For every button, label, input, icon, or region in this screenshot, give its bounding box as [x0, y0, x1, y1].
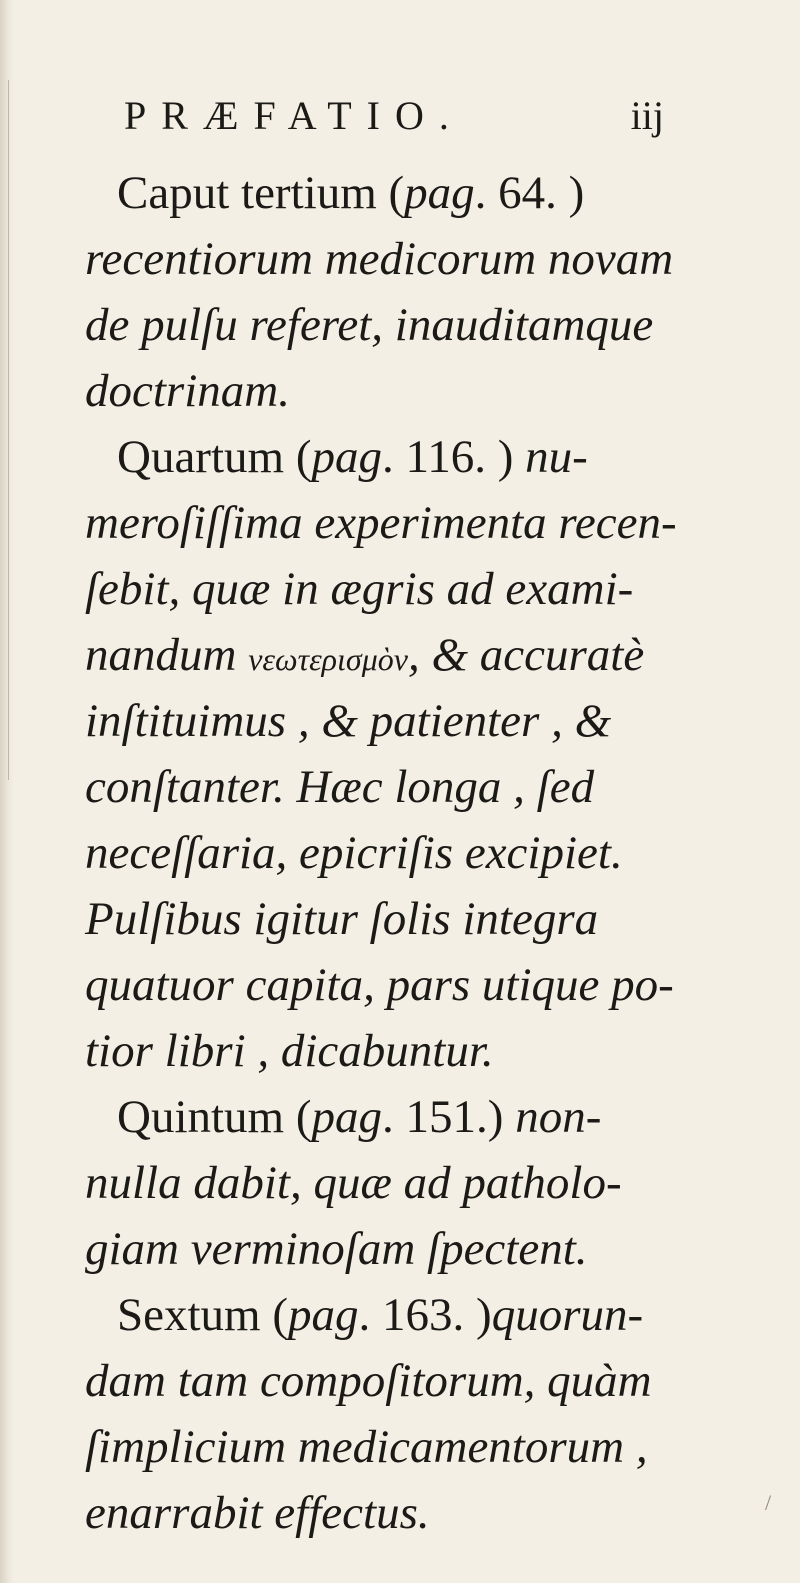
text-line [85, 820, 775, 886]
text-run: pag [311, 431, 382, 483]
text-run: . 116. ) [381, 431, 526, 483]
text-run: quorun- [491, 1289, 644, 1341]
text-line [85, 1216, 775, 1282]
text-run: dam tam compoſitorum, quàm [85, 1355, 652, 1407]
text-run: non- [515, 1091, 602, 1143]
text-run: . 163. ) [358, 1289, 492, 1341]
text-body [85, 160, 775, 1546]
running-title: PRÆFATIO. [124, 93, 464, 138]
text-run: nu- [525, 431, 588, 483]
text-run: inſtituimus , & patienter , & [85, 695, 612, 747]
text-line [85, 952, 775, 1018]
text-run: Quintum ( [117, 1091, 312, 1143]
text-run: pag [404, 167, 475, 219]
text-run: pag [288, 1289, 359, 1341]
page-header [124, 92, 664, 144]
text-run: de pulſu referet, inauditamque [85, 299, 654, 351]
text-run: Quartum ( [117, 431, 312, 483]
text-run: quatuor capita, pars utique po- [85, 959, 674, 1011]
text-run: pag [311, 1091, 383, 1143]
text-run: neceſſaria, epicriſis excipiet. [85, 827, 623, 879]
text-run: nulla dabit, quæ ad patholo- [85, 1157, 622, 1209]
text-line [85, 292, 775, 358]
text-run: doctrinam. [85, 365, 290, 417]
text-line [85, 358, 775, 424]
text-line [85, 490, 775, 556]
page-gutter-shadow [0, 0, 14, 1583]
text-line [85, 226, 775, 292]
text-run: . 64. ) [474, 167, 585, 219]
text-run: conſtanter. Hæc longa , ſed [85, 761, 595, 813]
text-run: , & accuratè [407, 629, 645, 681]
text-line [85, 1282, 775, 1348]
text-line [85, 160, 775, 226]
text-run: nandum [85, 629, 249, 681]
text-run: giam verminoſam ſpectent. [85, 1223, 588, 1275]
text-run: ſebit, quæ in ægris ad exami- [85, 563, 634, 615]
text-run: enarrabit effectus. [85, 1487, 430, 1539]
text-line [85, 1414, 775, 1480]
text-run: ſimplicium medicamentorum , [85, 1421, 648, 1473]
text-run: recentiorum medicorum novam [85, 233, 674, 285]
page-number: iij [630, 93, 664, 138]
text-run: Sextum ( [117, 1289, 289, 1341]
text-run: . 151.) [382, 1091, 516, 1143]
text-line [85, 622, 775, 688]
text-run: meroſiſſima experimenta recen- [85, 497, 677, 549]
text-line [85, 1084, 775, 1150]
greek-word: νεωτερισμὸν [248, 641, 408, 677]
text-run: Caput tertium ( [117, 167, 405, 219]
text-line [85, 886, 775, 952]
text-line [85, 688, 775, 754]
text-line [85, 556, 775, 622]
gutter-line [8, 80, 9, 780]
text-line [85, 424, 775, 490]
text-line [85, 754, 775, 820]
text-line [85, 1018, 775, 1084]
text-line [85, 1348, 775, 1414]
text-line [85, 1480, 775, 1546]
text-run: Pulſibus igitur ſolis integra [85, 893, 599, 945]
text-run: tior libri , dicabuntur. [85, 1025, 494, 1077]
stray-mark: / [765, 1490, 772, 1515]
text-line [85, 1150, 775, 1216]
